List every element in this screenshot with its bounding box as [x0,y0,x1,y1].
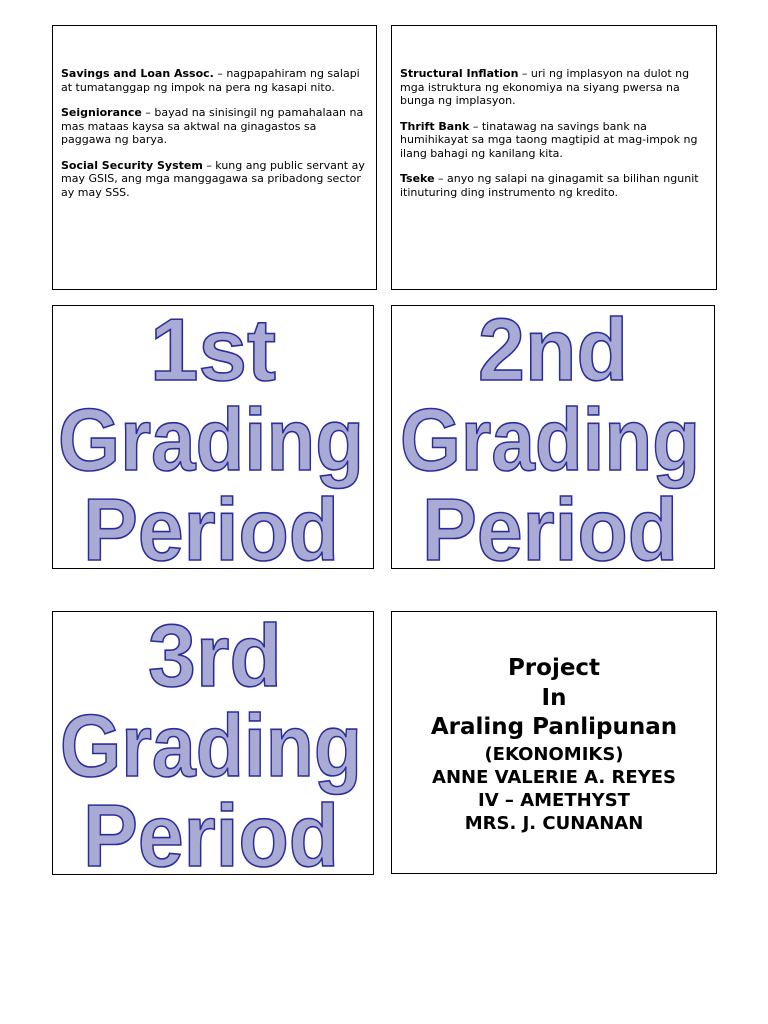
glossary-definition: – tinatawag na savings bank na humihikayat sa mga taong magtipid at mag-impok ng ilang bahagi ng kanilang kita. [400,119,698,160]
glossary-term: Structural Inflation [400,67,519,80]
project-label: Project [507,655,601,681]
wordart-line-3: Period [422,480,678,568]
divider-card-1st [52,305,374,569]
wordart-line-1: 2nd [478,306,628,399]
glossary-entry [61,67,368,94]
glossary-definition: – uri ng implasyon na dulot ng mga istruktura ng ekonomiya na siyang pwersa na bunga ng implasyon. [400,67,690,107]
glossary-term: Seigniorance [61,106,142,119]
glossary-entry [61,106,368,147]
course-label: (EKONOMIKS) [484,743,624,765]
wordart-svg [392,306,714,568]
glossary-entry [400,120,708,161]
glossary-entry [61,159,368,200]
wordart-line-2: Grading [400,390,700,489]
glossary-term: Tseke [400,172,435,185]
glossary-entry [400,67,708,108]
glossary-definition: – nagpapahiram ng salapi at tumatanggap ng impok na pera ng kasapi nito. [61,67,360,94]
in-label: In [541,684,567,711]
glossary-card-right [391,25,717,290]
wordart-line-1: 1st [150,306,276,399]
teacher-name: MRS. J. CUNANAN [464,812,644,834]
wordart-svg [53,306,373,568]
student-name: ANNE VALERIE A. REYES [432,766,676,788]
wordart-line-3: Period [83,786,339,874]
divider-card-2nd [391,305,715,569]
wordart-line-3: Period [83,480,339,568]
glossary-term: Thrift Bank [400,119,470,133]
subject-title: Araling Panlipunan [430,714,678,740]
glossary-term: Social Security System [61,158,203,172]
wordart-svg [53,612,373,874]
wordart-line-2: Grading [58,390,364,489]
glossary-entry [400,172,708,199]
title-card [391,611,717,874]
glossary-definition: – anyo ng salapi na ginagamit sa bilihan ngunit itinuturing ding instrumento ng kredito. [400,172,699,199]
glossary-definition: – kung ang public servant ay may GSIS, ang mga manggagawa sa pribadong sector ay may SSS. [61,158,365,199]
glossary-term: Savings and Loan Assoc. [61,67,214,80]
wordart-line-1: 3rd [148,612,282,705]
divider-card-3rd [52,611,374,875]
section-label: IV – AMETHYST [478,789,630,811]
glossary-card-left [52,25,377,290]
wordart-line-2: Grading [60,696,362,795]
glossary-definition: – bayad na sinisingil ng pamahalaan na mas mataas kaysa sa aktwal na ginagastos sa paggawa ng barya. [61,106,364,146]
